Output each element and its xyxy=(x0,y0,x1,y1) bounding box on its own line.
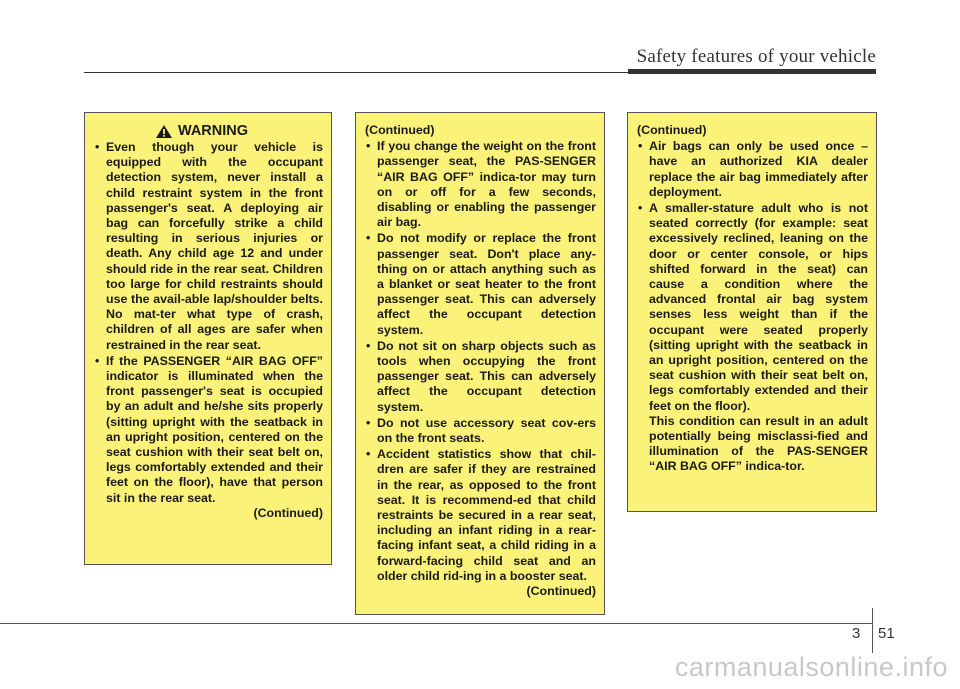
continued-heading: (Continued) xyxy=(365,123,435,137)
list-item: • Do not modify or replace the front passenger seat. Don't place any-thing on or attach anything such as a blanket or seat heater to the front passenger seat. This can adversely affect the occupant detection system. xyxy=(365,231,596,337)
page-number: 51 xyxy=(878,625,895,642)
continued-box-3 xyxy=(627,112,877,512)
chapter-number: 3 xyxy=(852,625,861,642)
list-item: • Do not use accessory seat cov-ers on the front seats. xyxy=(365,416,596,446)
warning-triangle-icon xyxy=(155,124,173,139)
list-item-paragraph: This condition can result in an adult potentially being misclassi-fied and illumination of the PAS-SENGER “AIR BAG OFF” indica-tor. xyxy=(649,413,868,474)
list-item: • Accident statistics show that chil-dren are safer if they are restrained in the rear, as opposed to the front seat. It is recommend-ed that child restraints be secured in a rear seat, including an infant riding in a rear-facing infant seat, a child riding in a forward-facing child seat and an older child rid-ing in a booster seat. xyxy=(365,447,596,584)
continued-box-2 xyxy=(355,112,605,615)
list-item: • If you change the weight on the front passenger seat, the PAS-SENGER “AIR BAG OFF” indica-tor may turn on or off for a few seconds, disabling or enabling the passenger air bag. xyxy=(365,139,596,230)
list-item: • Air bags can only be used once – have an authorized KIA dealer replace the air bag immediately after deployment. xyxy=(637,139,868,200)
list-item: • Even though your vehicle is equipped with the occupant detection system, never install a child restraint system in the front passenger's seat. A deploying air bag can forcefully strike a child resulting in serious injuries or death. Any child age 12 and under should ride in the rear seat. Children too large for child restraints should use the avail-able lap/shoulder belts. No mat-ter what type of crash, children of all ages are safer when restrained in the rear seat. xyxy=(94,140,323,353)
warning-box xyxy=(84,112,332,565)
list-item: • If the PASSENGER “AIR BAG OFF” indicator is illuminated when the front passenger's seat is occupied by an adult and he/she sits properly (sitting upright with the seatback in an upright position, centered on the seat cushion with their seat belt on, legs comfortably extended and their feet on the floor), have that person sit in the rear seat. xyxy=(94,354,323,506)
list-item-text: A smaller-stature adult who is not seated correctly (for example: seat excessively reclined, leaning on the door or center console, or hips shifted forward in the seat) can cause a condition where the advanced frontal air bag system senses less weight than if the occupant were seated properly (sitting upright with the seatback in an upright position, centered on the seat cushion with their seat belt on, legs comfortably extended and their feet on the floor). xyxy=(649,201,868,413)
running-header: Safety features of your vehicle xyxy=(636,46,876,67)
continued-label: (Continued) xyxy=(253,505,323,520)
footer-rule xyxy=(0,623,872,624)
watermark: carmanualsonline.info xyxy=(674,652,948,682)
list-item xyxy=(637,201,868,475)
warning-heading xyxy=(80,123,323,139)
continued-label: (Continued) xyxy=(526,584,596,599)
header-accent-bar xyxy=(628,69,876,74)
warning-label: WARNING xyxy=(177,123,249,139)
list-item: • Do not sit on sharp objects such as tools when occupying the front passenger seat. This can adversely affect the occupant detection system. xyxy=(365,339,596,415)
continued-heading: (Continued) xyxy=(637,123,707,137)
footer-divider xyxy=(872,608,873,653)
